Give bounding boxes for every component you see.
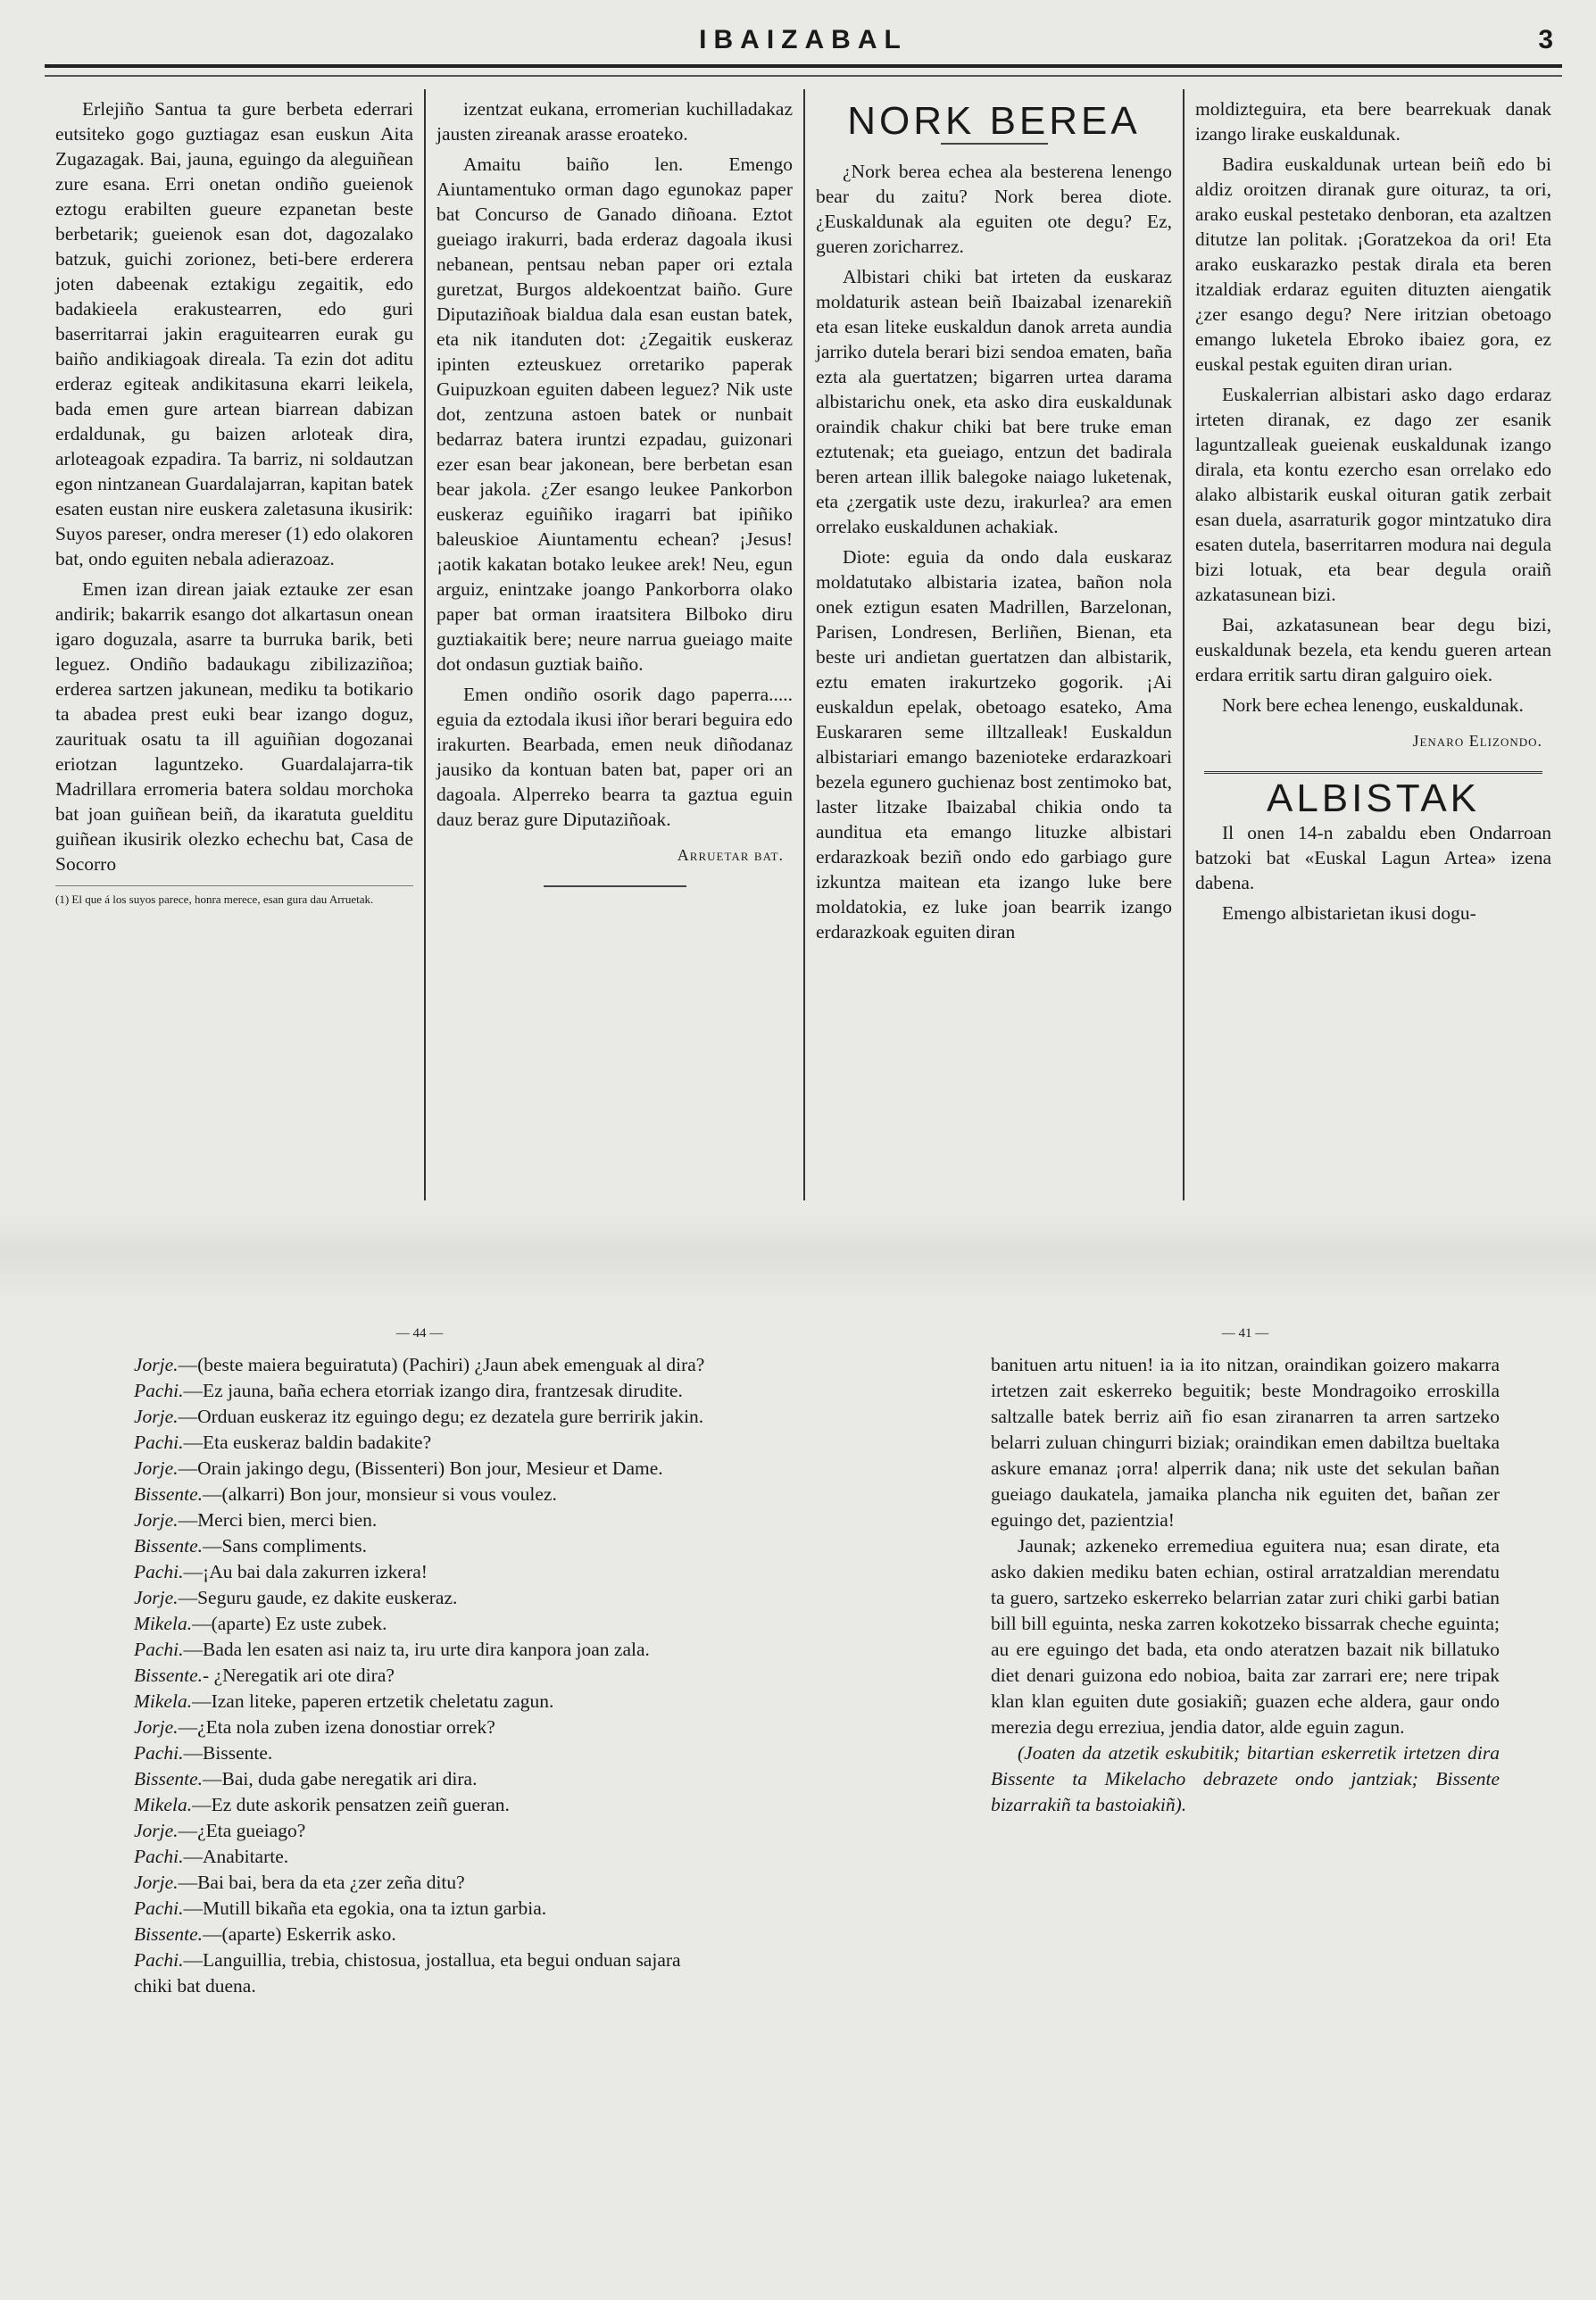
masthead: IBAIZABAL [699,25,908,54]
dialogue-line [134,1689,705,1715]
dialogue-line [134,1585,705,1611]
column-4 [1183,89,1562,1200]
signature: Arruetar bat. [677,846,784,864]
dialogue-line [134,1456,705,1482]
dialogue-text: —Bai, duda gabe neregatik ari dira. [203,1768,478,1789]
dialogue-line [134,1947,705,1999]
page-folio: — 41 — [1221,1326,1269,1341]
column-2 [424,89,803,1200]
paragraph: moldizteguira, eta bere bearrekuak danak izango lirake euskaldunak. [1195,98,1551,145]
dialogue-text: —Izan liteke, paperen ertzetik cheletatu zagun. [192,1690,554,1712]
speaker-name: Bissente. [134,1923,204,1945]
play-page-41 [991,1321,1500,1818]
dialogue-line [134,1352,705,1378]
dialogue-text: —Bai bai, bera da eta ¿zer zeña ditu? [178,1872,465,1893]
speaker-name: Pachi. [134,1561,184,1582]
news-item: Il onen 14-n zabaldu eben Ondarroan batzoki bat «Euskal Lagun Artea» izena dabena. [1195,822,1551,893]
speaker-name: Pachi. [134,1742,184,1764]
dialogue-line [134,1896,705,1922]
dialogue-text: —¿Eta gueiago? [178,1820,306,1841]
speaker-name: Jorje. [134,1354,179,1375]
lower-pages [0,1321,1596,2294]
dialogue-line [134,1611,705,1637]
paragraph: Jaunak; azkeneko erremediua eguitera nua; esan dirate, eta asko dakien mediku baten echian, ostiral arratzaldian merendatu ta guero, sartzeko eskerreko belarrian zatar zuri chiki garbi batian bill bill eguinta, neska zarren kokotzeko bissarrak cheche eguinta; au ere eguingo det bada, eta ondo ateratzen bazait nik billatuko diet denari guizona edo nobioa, baita zar zarrari ere; nere tripak klan klan eguiten dute gosiakiñ; guazen eche aldera, gaur ondo merezia degu erreziua, jendia dator, alde eguin zagun. [991,1535,1500,1738]
dialogue-text: —Sans compliments. [203,1535,367,1557]
speaker-name: Jorje. [134,1457,179,1479]
speaker-name: Pachi. [134,1949,184,1971]
dialogue-text: —Bissente. [183,1742,273,1764]
speaker-name: Jorje. [134,1872,179,1893]
dialogue-line [134,1404,705,1430]
speaker-name: Mikela. [134,1794,193,1815]
dialogue-line [134,1844,705,1870]
paragraph: Albistari chiki bat irteten da euskaraz moldaturik astean beiñ Ibaizabal izenarekiñ eta esan liteke euskaldun danok arreta aundia jarriko dutela berari bizi sendoa ematen, baña ezta ala guertatzen; bigarren urtea darama albistarichu onek, eta asko dira euskaldunak oraindik chakur chiki bat bere truke eman eztutenak; eta gueiago, entzun det badirala beren artean illik balegoke naiago luketenak, eta ¿zergatik uste dezu, irakurlea? ara emen orrelako euskaldunen achakiak. [816,266,1172,537]
speaker-name: Bissente. [134,1768,204,1789]
dialogue-line [134,1378,705,1404]
speaker-name: Jorje. [134,1820,179,1841]
stage-direction: (Joaten da atzetik eskubitik; bitartian eskerretik irtetzen dira Bissente ta Mikelacho debrazete ondo jantziak; Bissente bizarrakiñ ta bastoiakiñ). [991,1742,1500,1815]
fold-shadow [0,1214,1596,1303]
dialogue-text: —Languillia, trebia, chistosua, jostallua, eta begui onduan sajara chiki bat duena. [134,1949,686,1997]
column-1 [45,89,424,1200]
column-3 [803,89,1183,1200]
dialogue-text: —Mutill bikaña eta egokia, ona ta iztun garbia. [183,1897,547,1919]
footnote: (1) El que á los suyos parece, honra merece, esan gura dau Arruetak. [55,885,413,908]
article-title: NORK BEREA [847,99,1141,143]
dialogue-line [134,1870,705,1896]
speaker-name: Pachi. [134,1846,184,1867]
dialogue-line [134,1792,705,1818]
play-page-44 [134,1321,705,1999]
page-folio: — 44 — [395,1326,444,1341]
dialogue-text: —(alkarri) Bon jour, monsieur si vous voulez. [203,1483,557,1505]
speaker-name: Bissente. [134,1483,204,1505]
dialogue-line [134,1766,705,1792]
dialogue-text: —(aparte) Ez uste zubek. [192,1613,387,1634]
dialogue-line [134,1663,705,1689]
dialogue-line [134,1715,705,1740]
dialogue-text: —Ez jauna, baña echera etorriak izango dira, frantzesak dirudite. [183,1380,683,1401]
dialogue-text: —Seguru gaude, ez dakite euskeraz. [178,1587,458,1608]
paragraph: banituen artu nituen! ia ia ito nitzan, oraindikan goizero makarra irtetzen zait eskerreko beguitik; beste Mondragoiko erroskilla saltzalle batek berriz aiñ fio esan ziranarren ta arren sartzeko belarri zuluan chingurri biziak; oraindikan emen dabiltza bueltaka askure emanaz ¡orra! alperrik dana; nik uste det sekulan bañan gueiago daukatela, jamaika plancha nik eguiten det, bañan zer eguingo det, pazientzia! [991,1354,1500,1531]
newspaper-columns [45,89,1562,1200]
dialogue-line [134,1637,705,1663]
speaker-name: Pachi. [134,1639,184,1660]
dialogue-text: —Ez dute askorik pensatzen zeiñ gueran. [192,1794,510,1815]
paragraph: Emen ondiño osorik dago paperra..... eguia da eztodala ikusi iñor berari beguira edo irakurten. Bearbada, emen neuk diñodanaz jausiko da kontuan baten bat, paper ori an dagoala. Alperreko bearra ta gaztua eguin dauz beraz gure Diputaziñoak. [436,684,793,830]
paragraph: Emen izan direan jaiak eztauke zer esan andirik; bakarrik esango dot alkartasun onean igaro doguzala, asarre ta burruka barik, beti leguez. Ondiño badaukagu zibilizaziñoa; erderea sartzen jakunean, mediku ta botikario ta abadea prest euki bear izango doguz, zaurituak osatu ta ill aguiñian dogozanai eriotzan laguntzeko. Guardalajarra-tik Madrillara erromeria batera soldau morchoka bat joan guiñean beiñ, da ikaratuta guelditu guiñean ikusirik olezko echechu bat, Casa de Socorro [55,578,413,875]
news-item: Emengo albistarietan ikusi dogu- [1222,902,1476,924]
paragraph: Nork bere echea lenengo, euskaldunak. [1222,694,1524,716]
paragraph: izentzat eukana, erromerian kuchilladakaz jausten zireanak arasse eroateko. [436,98,793,145]
paragraph: ¿Nork berea echea ala besterena lenengo bear du zaitu? Nork berea diote. ¿Euskaldunak ala eguiten ote degu? Ez, gueren zoricharrez. [816,161,1172,257]
divider [544,885,686,887]
paragraph: Euskalerrian albistari asko dago erdaraz irteten diranak, ez dago zer esanik laguntzalleak gueienak euskaldunak izango dirala, eta kontu ezercho esan orrelako edo alako albistarik euskal oituran gatik zerbait esan duela, asarraturik gogor mintzatuko dira esaten dutela, baserritarren modura nai degula bizi lotuak, eta bear degula oraiñ azkatasunean bizi. [1195,384,1551,605]
speaker-name: Pachi. [134,1432,184,1453]
dialogue-text: —Eta euskeraz baldin badakite? [183,1432,432,1453]
speaker-name: Mikela. [134,1613,193,1634]
dialogue-text: —(beste maiera beguiratuta) (Pachiri) ¿Jaun abek emenguak al dira? [178,1354,705,1375]
divider [941,143,1048,145]
speaker-name: Bissente. [134,1535,204,1557]
dialogue-text: —Orduan euskeraz itz eguingo degu; ez dezatela gure berririk jakin. [178,1406,704,1427]
header-rule [45,64,1562,77]
dialogue-text: —¿Eta nola zuben izena donostiar orrek? [178,1716,495,1738]
paragraph: Bai, azkatasunean bear degu bizi, euskaldunak bezela, eta kendu gueren artean erdara erritik sartu diran galguiro oiek. [1195,614,1551,685]
divider [1204,771,1542,774]
dialogue-line [134,1740,705,1766]
dialogue-line [134,1482,705,1507]
dialogue-line [134,1507,705,1533]
page-number: 3 [1538,25,1553,54]
dialogue-line [134,1922,705,1947]
section-title: ALBISTAK [1266,776,1481,820]
speaker-name: Jorje. [134,1587,179,1608]
speaker-name: Jorje. [134,1509,179,1531]
paragraph: Diote: eguia da ondo dala euskaraz moldatutako albistaria izatea, bañon nola onek eztigun esaten Madrillen, Barzelonan, Parisen, Londresen, Berliñen, Bienan, eta beste uri andietan guertatzen dan albistarik, eztu ematen irakurtzeko gogorik. ¡Ai euskaldun epelak, obetoago esateko, Ama Euskararen seme illtzalleak! Euskaldun albistariari emango bazenioteke erdarazkoari bezela egunero guchienaz bost zentimoko bat, laster litzake Ibaizabal chikia ondo ta aunditua eta emango lituzke albistari erdarazkoak beziñ ondo edo garbiago gure izkuntza maitean eta izango luke bere moldatokia, ez luke joan bearrik izango erdarazkoak eguiten diran [816,546,1172,942]
speaker-name: Jorje. [134,1406,179,1427]
dialogue-line [134,1818,705,1844]
dialogue-text: —(aparte) Eskerrik asko. [203,1923,396,1945]
dialogue-line [134,1533,705,1559]
paragraph: Amaitu baiño len. Emengo Aiuntamentuko orman dago egunokaz paper bat Concurso de Ganado diñoana. Eztot gueiago irakurri, bada erderaz dagoala ikusi nebanean, pentsau neban paper ori eztala guretzat, Burgos aldekoentzat baiño. Gure Diputaziñoak bialdua dala esan eustan batek, eta nik itanduten dot: ¿Zegaitik euskeraz ipinten ezteuskuez orretariko paperak Guipuzkoan eguiten dabeen leguez? Nik uste dot, zentzuna astoen batek or nunbait bedarraz batera iruntzi ezpadau, guizonari ezer esan bear jakonean, bere berbetan esan bear jakola. ¿Zer esango leukee Pankorbon euskeraz eguiñiko iragarri bat ipiñiko baleuskioe Aiuntamentu echean? ¡Jesus! ¡aotik kakatan botako leukee arek! Neu, egun arguiz, enintzake joango Pankorborra olako paper bat orman iraatsitera Bilboko diru guztiakaitik bere; neure narrua gueiago maite dot ondasun guztiak baiño. [436,154,793,675]
dialogue-text: —¡Au bai dala zakurren izkera! [183,1561,428,1582]
dialogue-line [134,1559,705,1585]
paragraph: Badira euskaldunak urtean beiñ edo bi aldiz oroitzen diranak gure oituraz, ta ori, arako euskal pestetako denboran, eta azaltzen ditutze lan politak. ¡Goratzekoa da ori! Eta arako euskarazko pestak dirala eta beren itzaldiak erdaraz eguiten dituzten aiengatik ¿zer esango degu? Nere iritzian obetoago emango luketela Ebroko ibaiez gora, ez euskal pestak eguiten diran urian. [1195,154,1551,375]
paragraph: Erlejiño Santua ta gure berbeta ederrari eutsiteko gogo guztiagaz esan euskun Aita Zugazagak. Bai, jauna, eguingo da aleguiñean zure esana. Erri onetan ondiño gueienok eztogu erabilten gueure ezpanetan beste berbetarik; gueienok esan dot, dagozalako batzuk, guichi zorionez, beti-bere erderera joten dabeenak eztakigu zegaitik, edo badakieela erakustearren, edo guri baserritarrai jakin eraguitearren eurak gu baiño andikiagoak direala. Ta ezin dot aditu erderaz egiteak andikitasuna ekarri leikela, bada emen gure artean biarrean dabizan erdaldunak, gu baizen arloteak dira, arloteagoak ezpadira. Ta barriz, ni soldautzan egon nintzanean Guardalajarran, kapitan batek esaten eustan nire euskera zaletasuna ikusirik: Suyos pareser, ondra mereser (1) edo olakoren bat, ondo eguiten nebala adierazoaz. [55,98,413,569]
dialogue-text: —Bada len esaten asi naiz ta, iru urte dira kanpora joan zala. [183,1639,650,1660]
dialogue-line [134,1430,705,1456]
speaker-name: Mikela. [134,1690,193,1712]
dialogue-text: —Anabitarte. [183,1846,289,1867]
dialogue-text: - ¿Neregatik ari ote dira? [203,1665,395,1686]
signature: Jenaro Elizondo. [1412,732,1542,750]
speaker-name: Bissente. [134,1665,204,1686]
speaker-name: Pachi. [134,1897,184,1919]
dialogue [134,1352,705,1999]
dialogue-text: —Merci bien, merci bien. [178,1509,378,1531]
speaker-name: Pachi. [134,1380,184,1401]
page-header [45,25,1562,61]
dialogue-text: —Orain jakingo degu, (Bissenteri) Bon jour, Mesieur et Dame. [178,1457,663,1479]
speaker-name: Jorje. [134,1716,179,1738]
